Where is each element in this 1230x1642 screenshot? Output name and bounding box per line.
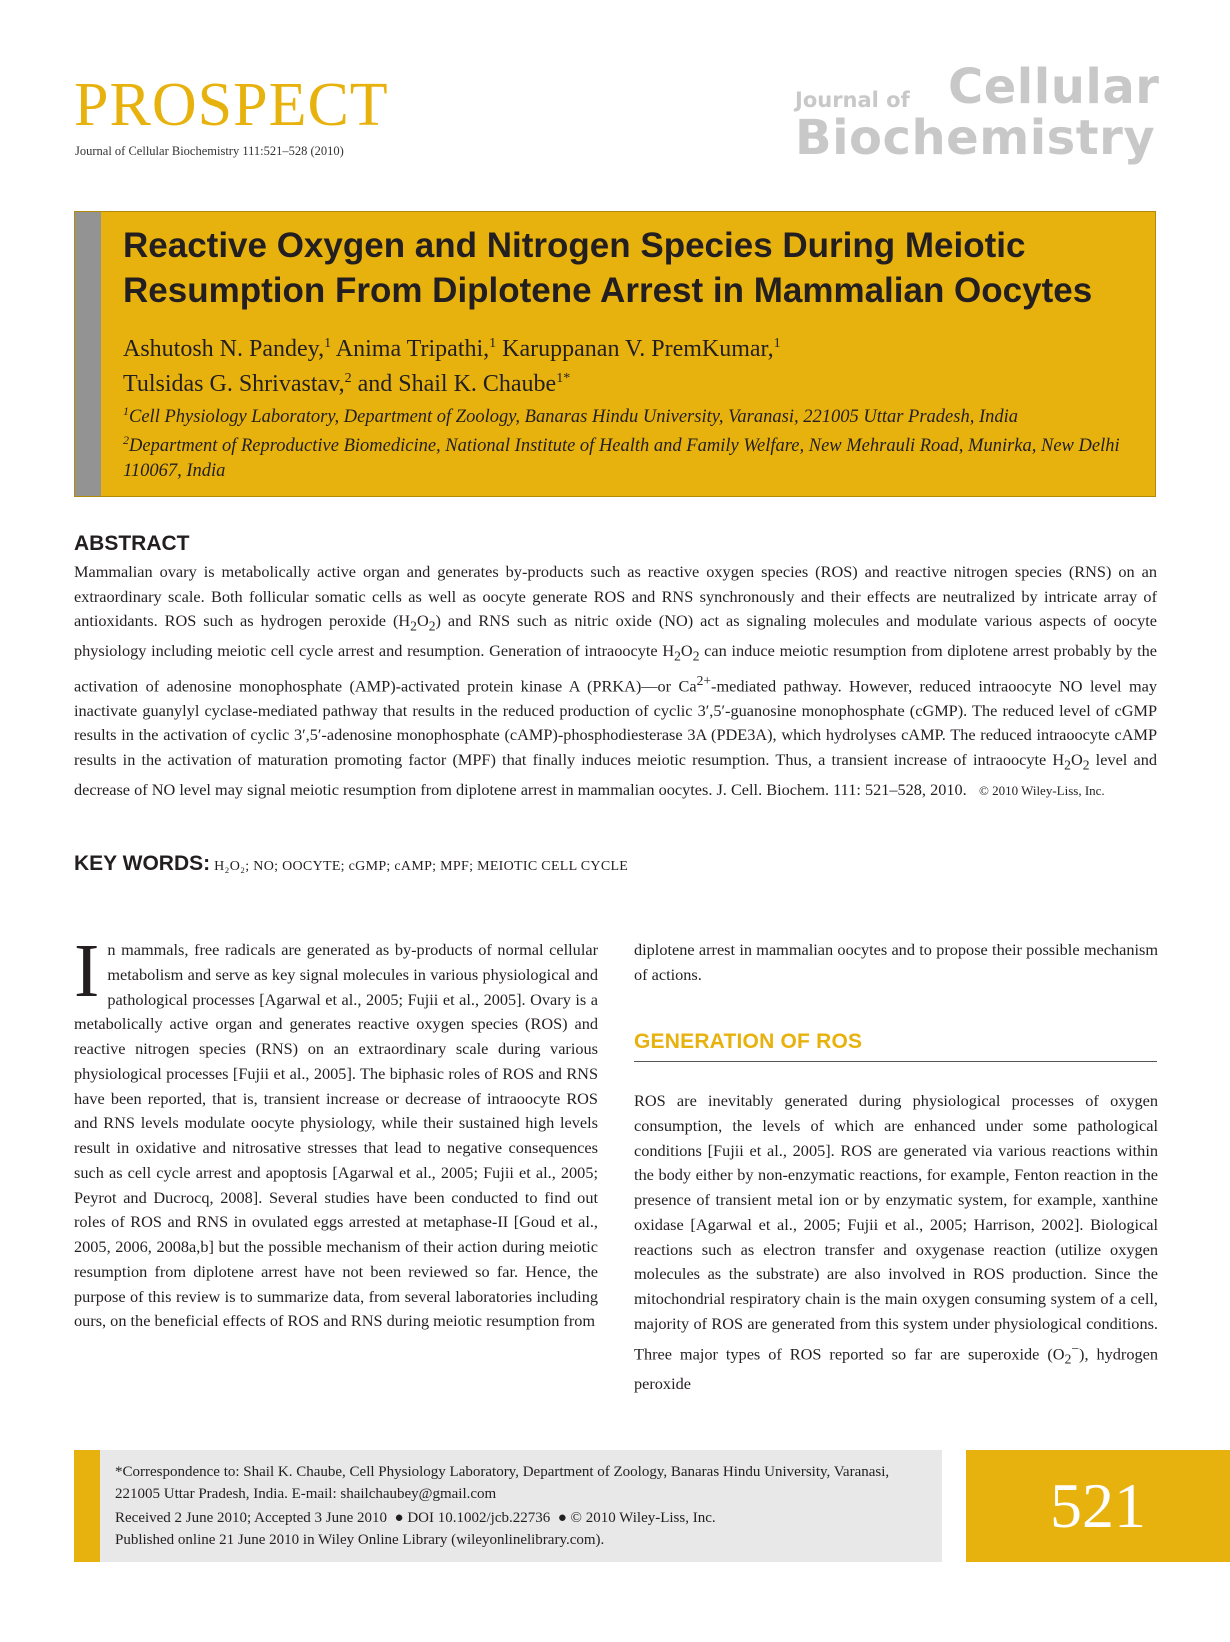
drop-cap: I — [74, 929, 100, 1013]
abstract-heading: ABSTRACT — [74, 532, 190, 555]
article-history: Received 2 June 2010; Accepted 3 June 2010 ● DOI 10.1002/jcb.22736 ● © 2010 Wiley-Liss, Inc. — [115, 1510, 716, 1526]
affiliation-mark: 2 — [123, 433, 129, 447]
footer-bar — [74, 1450, 100, 1562]
footer-box — [74, 1450, 942, 1562]
intro-paragraph-continued: diplotene arrest in mammalian oocytes and to propose their possible mechanism of actions. — [634, 940, 1158, 984]
journal-logo-prefix: Journal of — [795, 88, 910, 112]
abstract-citation: J. Cell. Biochem. 111: 521–528, 2010. — [716, 779, 967, 799]
author-name: and Shail K. Chaube — [357, 371, 557, 397]
page-number: 521 — [1050, 1470, 1146, 1541]
author-name: Tulsidas G. Shrivastav, — [123, 371, 345, 397]
section-rule — [634, 1061, 1157, 1062]
section-heading: GENERATION OF ROS — [634, 1030, 863, 1053]
author-affiliation-mark: 1 — [489, 336, 497, 351]
author-affiliation-mark: 1 — [324, 336, 332, 351]
title-box-bar — [75, 212, 101, 496]
affiliation-text: Cell Physiology Laboratory, Department of Zoology, Banaras Hindu University, Varanasi, 221005 Uttar Pradesh, India — [129, 407, 1019, 428]
affiliation-mark: 1 — [123, 404, 129, 418]
footer-copyright: © 2010 Wiley-Liss, Inc. — [570, 1510, 716, 1526]
correspondence: *Correspondence to: Shail K. Chaube, Cell Physiology Laboratory, Department of Zoology, Banaras Hindu University, Varanasi, 221005 Uttar Pradesh, India. E-mail: shailchaubey@gmail.com — [115, 1464, 890, 1502]
author-affiliation-mark: 2 — [344, 371, 352, 386]
affiliation — [123, 428, 1133, 484]
journal-logo-line2: Biochemistry — [795, 110, 1156, 166]
author-affiliation-mark: 1* — [556, 371, 571, 386]
doi: DOI 10.1002/jcb.22736 — [407, 1510, 551, 1526]
author-name: Karuppanan V. PremKumar, — [502, 336, 774, 362]
article-title: Reactive Oxygen and Nitrogen Species During Meiotic Resumption From Diplotene Arrest in Mammalian Oocytes — [123, 226, 1093, 310]
received-accepted: Received 2 June 2010; Accepted 3 June 2010 — [115, 1510, 388, 1526]
affiliation-text: Department of Reproductive Biomedicine, National Institute of Health and Family Welfare, New Mehrauli Road, Munirka, New Delhi 110067, India — [123, 436, 1120, 482]
keywords-text: H₂O₂; NO; OOCYTE; cGMP; cAMP; MPF; MEIOTIC CELL CYCLE — [214, 859, 629, 874]
author-name: Ashutosh N. Pandey, — [123, 336, 325, 362]
keywords — [74, 852, 1157, 876]
author-affiliation-mark: 1 — [773, 336, 781, 351]
journal-logo-line1: Cellular — [948, 59, 1160, 115]
page-number-box — [966, 1450, 1230, 1562]
abstract-body: Mammalian ovary is metabolically active organ and generates by-products such as reactive oxygen species (ROS) and reactive nitrogen species (RNS) on an extraordinary scale. Both follicular somatic cells as well as oocyte generate ROS and RNS synchronously and their effects are neutralized by intricate array of antioxidants. ROS such as hydrogen peroxide $(H_2O_2)$ and RNS such as nitric oxide (NO) act as signaling molecules and modulate various aspects of oocyte physiology including meiotic cell cycle arrest and resumption. Generation of intraoocyte $H_2O_2$ can induce meiotic resumption from diplotene arrest probably by the activation of adenosine monophosphate (AMP)-activated protein kinase A (PRKA)—or $Ca^{2+}$-mediated pathway. However, reduced intraoocyte NO level may inactivate guanylyl cyclase-mediated pathway that results in the reduced production of cyclic 3′,5′-guanosine monophosphate (cGMP). The reduced level of cGMP results in the activation of cyclic 3′,5′-adenosine monophosphate (cAMP)-phosphodiesterase 3A (PDE3A), which hydrolyses cAMP. The reduced intraoocyte cAMP results in the activation of maturation promoting factor (MPF) that finally induces meiotic resumption. Thus, a transient increase of intraoocyte $H_2O_2$ level and decrease of NO level may signal meiotic resumption from diplotene arrest in mammalian oocytes. J. Cell. Biochem. 111: 521–528, 2010. © 2010 Wiley-Liss, Inc. — [74, 562, 1158, 799]
ros-paragraph: ROS are inevitably generated during physiological processes of oxygen consumption, the levels of which are enhanced under some pathological conditions [Fujii et al., 2005]. ROS are generated via various reactions within the body either by non-enzymatic reactions, for example, Fenton reaction in the presence of transient metal ion or by enzymatic system, for example, xanthine oxidase [Agarwal et al., 2005; Fujii et al., 2005; Harrison, 2002]. Biological reactions such as electron transfer and oxygenase reaction (utilize oxygen molecules as the substrate) are also involved in ROS production. Since the mitochondrial respiratory chain is the main oxygen consuming system of a cell, majority of ROS are generated from this system under physiological conditions. Three major types of ROS reported so far are superoxide $(O_2^-)$, hydrogen peroxide — [634, 1091, 1158, 1393]
author-list — [123, 329, 1133, 399]
published-online: Published online 21 June 2010 in Wiley Online Library (wileyonlinelibrary.com). — [115, 1532, 605, 1548]
intro-paragraph: In mammals, free radicals are generated as by-products of normal cellular metabolism and serve as key signal molecules in various physiological and pathological processes [Agarwal et al., 2005; Fujii et al., 2005]. Ovary is a metabolically active organ and generates reactive oxygen species (ROS) and reactive nitrogen species (RNS) on an extraordinary scale during various physiological processes [Fujii et al., 2005]. The biphasic roles of ROS and RNS have been reported, that is, transient increase or decrease of intraoocyte ROS and RNS levels modulate oocyte physiology, while their sustained high levels result in oxidative and nitrosative stresses that lead to negative consequences such as cell cycle arrest and apoptosis [Agarwal et al., 2005; Fujii et al., 2005; Peyrot and Ducrocq, 2008]. Several studies have been conducted to find out roles of ROS and RNS in ovulated eggs arrested at metaphase-II [Goud et al., 2005, 2006, 2008a,b] but the possible mechanism of their action during meiotic resumption from diplotene arrest have not been reviewed so far. Hence, the purpose of this review is to summarize data, from several laboratories including ours, on the beneficial effects of ROS and RNS during meiotic resumption from — [74, 929, 598, 1331]
abstract-copyright: © 2010 Wiley-Liss, Inc. — [978, 782, 1105, 798]
keywords-label: KEY WORDS: — [74, 852, 211, 875]
author-name: Anima Tripathi, — [335, 336, 490, 362]
series-label: PROSPECT — [74, 71, 389, 139]
journal-citation: Journal of Cellular Biochemistry 111:521–528 (2010) — [75, 144, 344, 158]
title-box — [74, 211, 1156, 497]
footer-text — [115, 1461, 935, 1551]
affiliation — [123, 399, 1133, 430]
